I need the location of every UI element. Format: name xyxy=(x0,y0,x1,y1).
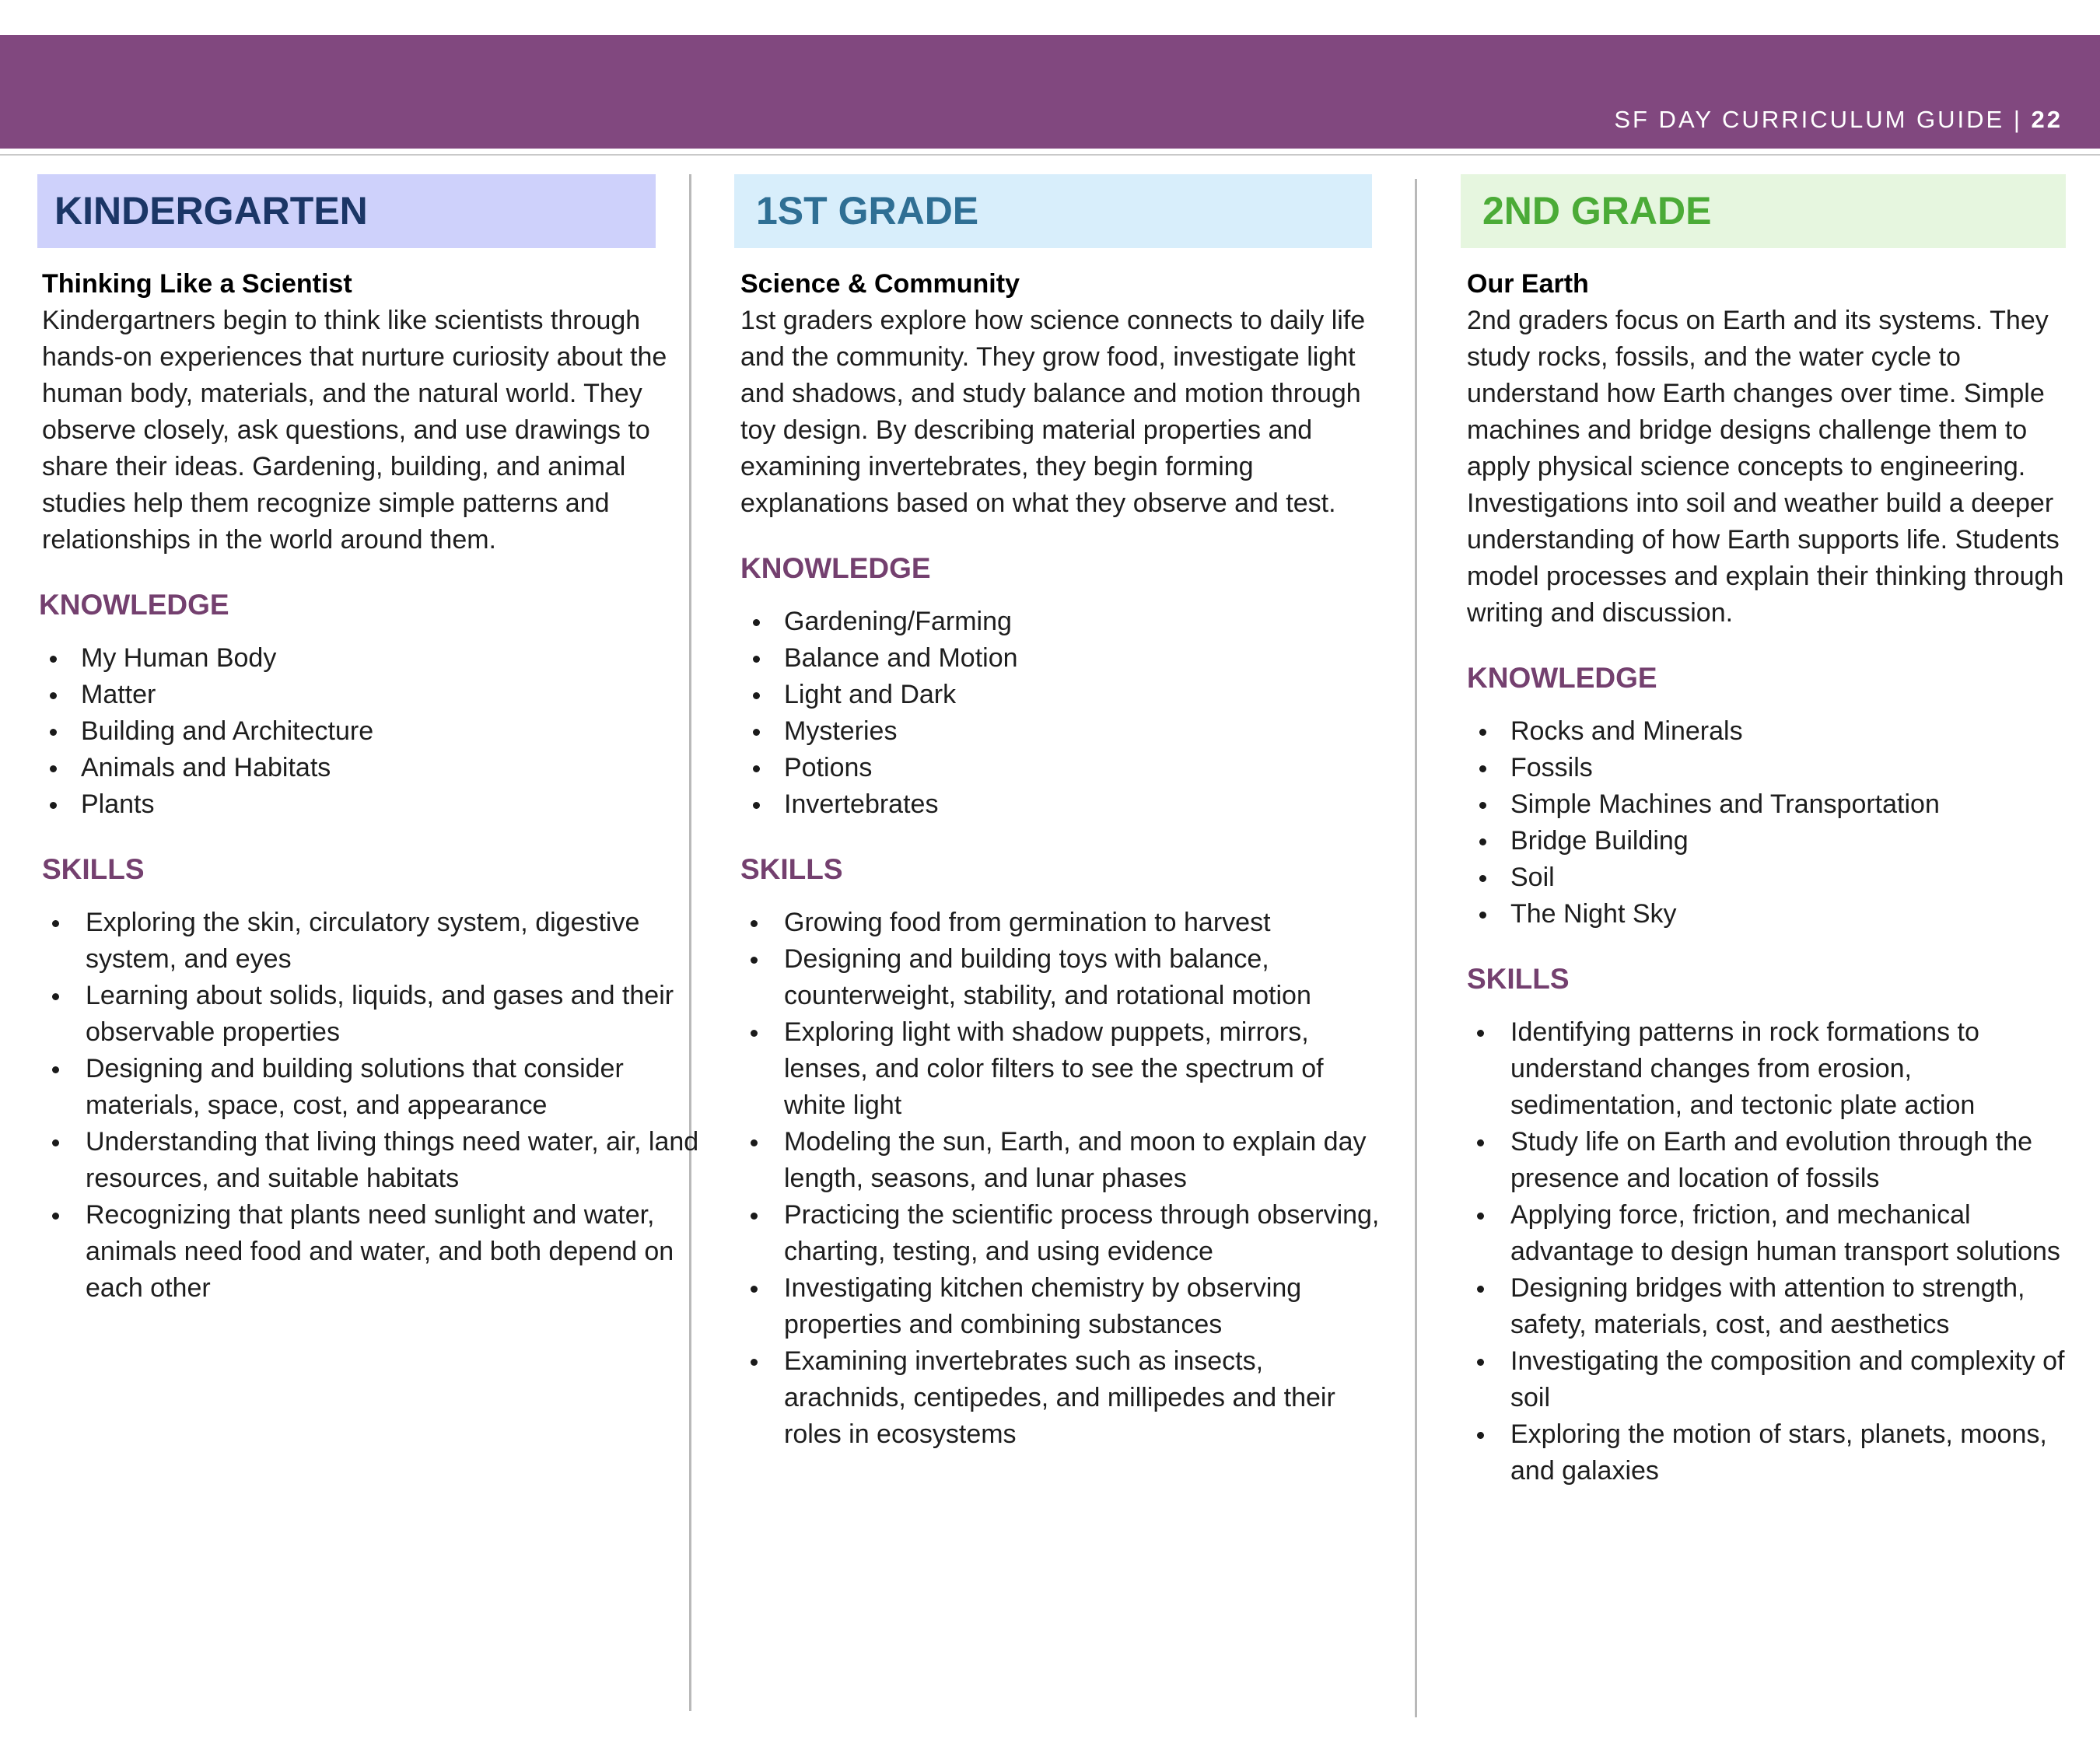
knowledge-list xyxy=(42,640,704,823)
list-item: Simple Machines and Transportation xyxy=(1510,786,2083,823)
knowledge-heading: KNOWLEDGE xyxy=(39,589,229,621)
list-item: The Night Sky xyxy=(1510,896,2083,933)
grade-1-column xyxy=(734,174,1388,1453)
list-item: Modeling the sun, Earth, and moon to explain day length, seasons, and lunar phases xyxy=(784,1124,1388,1197)
list-item: Potions xyxy=(784,750,1388,786)
list-item: Plants xyxy=(81,786,704,823)
kindergarten-column xyxy=(37,174,704,1307)
skills-heading: SKILLS xyxy=(42,853,145,885)
list-item: Exploring the motion of stars, planets, moons, and galaxies xyxy=(1510,1416,2083,1489)
list-item: Bridge Building xyxy=(1510,823,2083,859)
knowledge-heading: KNOWLEDGE xyxy=(740,552,931,584)
guide-title: SF DAY CURRICULUM GUIDE | xyxy=(1614,106,2022,133)
list-item: Applying force, friction, and mechanical advantage to design human transport solutions xyxy=(1510,1197,2083,1270)
list-item: Designing and building solutions that consider materials, space, cost, and appearance xyxy=(86,1051,704,1124)
column-content xyxy=(734,266,1388,1453)
list-item: Study life on Earth and evolution through the presence and location of fossils xyxy=(1510,1124,2083,1197)
list-item: Rocks and Minerals xyxy=(1510,713,2083,750)
grade-banner: KINDERGARTEN xyxy=(37,174,656,248)
list-item: Animals and Habitats xyxy=(81,750,704,786)
list-item: Examining invertebrates such as insects, arachnids, centipedes, and millipedes and their roles in ecosystems xyxy=(784,1343,1388,1453)
column-divider xyxy=(1415,179,1417,1717)
list-item: Exploring the skin, circulatory system, digestive system, and eyes xyxy=(86,905,704,978)
column-content xyxy=(1461,266,2083,1489)
list-item: Designing bridges with attention to strength, safety, materials, cost, and aesthetics xyxy=(1510,1270,2083,1343)
list-item: Gardening/Farming xyxy=(784,604,1388,640)
list-item: Light and Dark xyxy=(784,677,1388,713)
page-number: 22 xyxy=(2031,106,2063,133)
skills-list xyxy=(1467,1014,2083,1489)
list-item: Recognizing that plants need sunlight and water, animals need food and water, and both depend on each other xyxy=(86,1197,704,1307)
page-header-title xyxy=(1614,104,2063,135)
list-item: Identifying patterns in rock formations to understand changes from erosion, sedimentation, and tectonic plate action xyxy=(1510,1014,2083,1124)
grade-banner: 2ND GRADE xyxy=(1461,174,2066,248)
column-content xyxy=(37,266,704,1307)
list-item: Invertebrates xyxy=(784,786,1388,823)
list-item: Matter xyxy=(81,677,704,713)
list-item: Balance and Motion xyxy=(784,640,1388,677)
list-item: Growing food from germination to harvest xyxy=(784,905,1388,941)
column-subtitle: Thinking Like a Scientist xyxy=(42,269,352,299)
knowledge-heading: KNOWLEDGE xyxy=(1467,662,1657,694)
column-description: Kindergartners begin to think like scientists through hands-on experiences that nurture curiosity about the human body, materials, and the natural world. They observe closely, ask questions, and use drawings to share their ideas. Gardening, building, and animal studies help them recognize simple patterns and relationships in the world around them. xyxy=(42,306,667,555)
skills-heading: SKILLS xyxy=(1467,963,1570,995)
knowledge-list xyxy=(1467,713,2083,933)
column-subtitle: Our Earth xyxy=(1467,269,1589,299)
knowledge-list xyxy=(740,604,1388,823)
list-item: Exploring light with shadow puppets, mirrors, lenses, and color filters to see the spectrum of white light xyxy=(784,1014,1388,1124)
column-description: 1st graders explore how science connects to daily life and the community. They grow food, investigate light and shadows, and study balance and motion through toy design. By describing material properties and examining invertebrates, they begin forming explanations based on what they observe and test. xyxy=(740,306,1366,518)
column-description: 2nd graders focus on Earth and its systems. They study rocks, fossils, and the water cycle to understand how Earth changes over time. Simple machines and bridge designs challenge them to apply physical science concepts to engineering. Investigations into soil and weather build a deeper understanding of how Earth supports life. Students model processes and explain their thinking through writing and discussion. xyxy=(1467,306,2064,628)
grade-banner: 1ST GRADE xyxy=(734,174,1372,248)
list-item: Fossils xyxy=(1510,750,2083,786)
column-subtitle: Science & Community xyxy=(740,269,1020,299)
skills-heading: SKILLS xyxy=(740,853,843,885)
list-item: Practicing the scientific process through observing, charting, testing, and using evidence xyxy=(784,1197,1388,1270)
list-item: Learning about solids, liquids, and gases and their observable properties xyxy=(86,978,704,1051)
list-item: Investigating kitchen chemistry by observing properties and combining substances xyxy=(784,1270,1388,1343)
list-item: Soil xyxy=(1510,859,2083,896)
skills-list xyxy=(42,905,704,1307)
list-item: My Human Body xyxy=(81,640,704,677)
list-item: Investigating the composition and complexity of soil xyxy=(1510,1343,2083,1416)
list-item: Designing and building toys with balance, counterweight, stability, and rotational motion xyxy=(784,941,1388,1014)
grade-2-column xyxy=(1461,174,2083,1489)
list-item: Mysteries xyxy=(784,713,1388,750)
header-rule xyxy=(0,154,2100,156)
list-item: Understanding that living things need water, air, land resources, and suitable habitats xyxy=(86,1124,704,1197)
skills-list xyxy=(740,905,1388,1453)
list-item: Building and Architecture xyxy=(81,713,704,750)
